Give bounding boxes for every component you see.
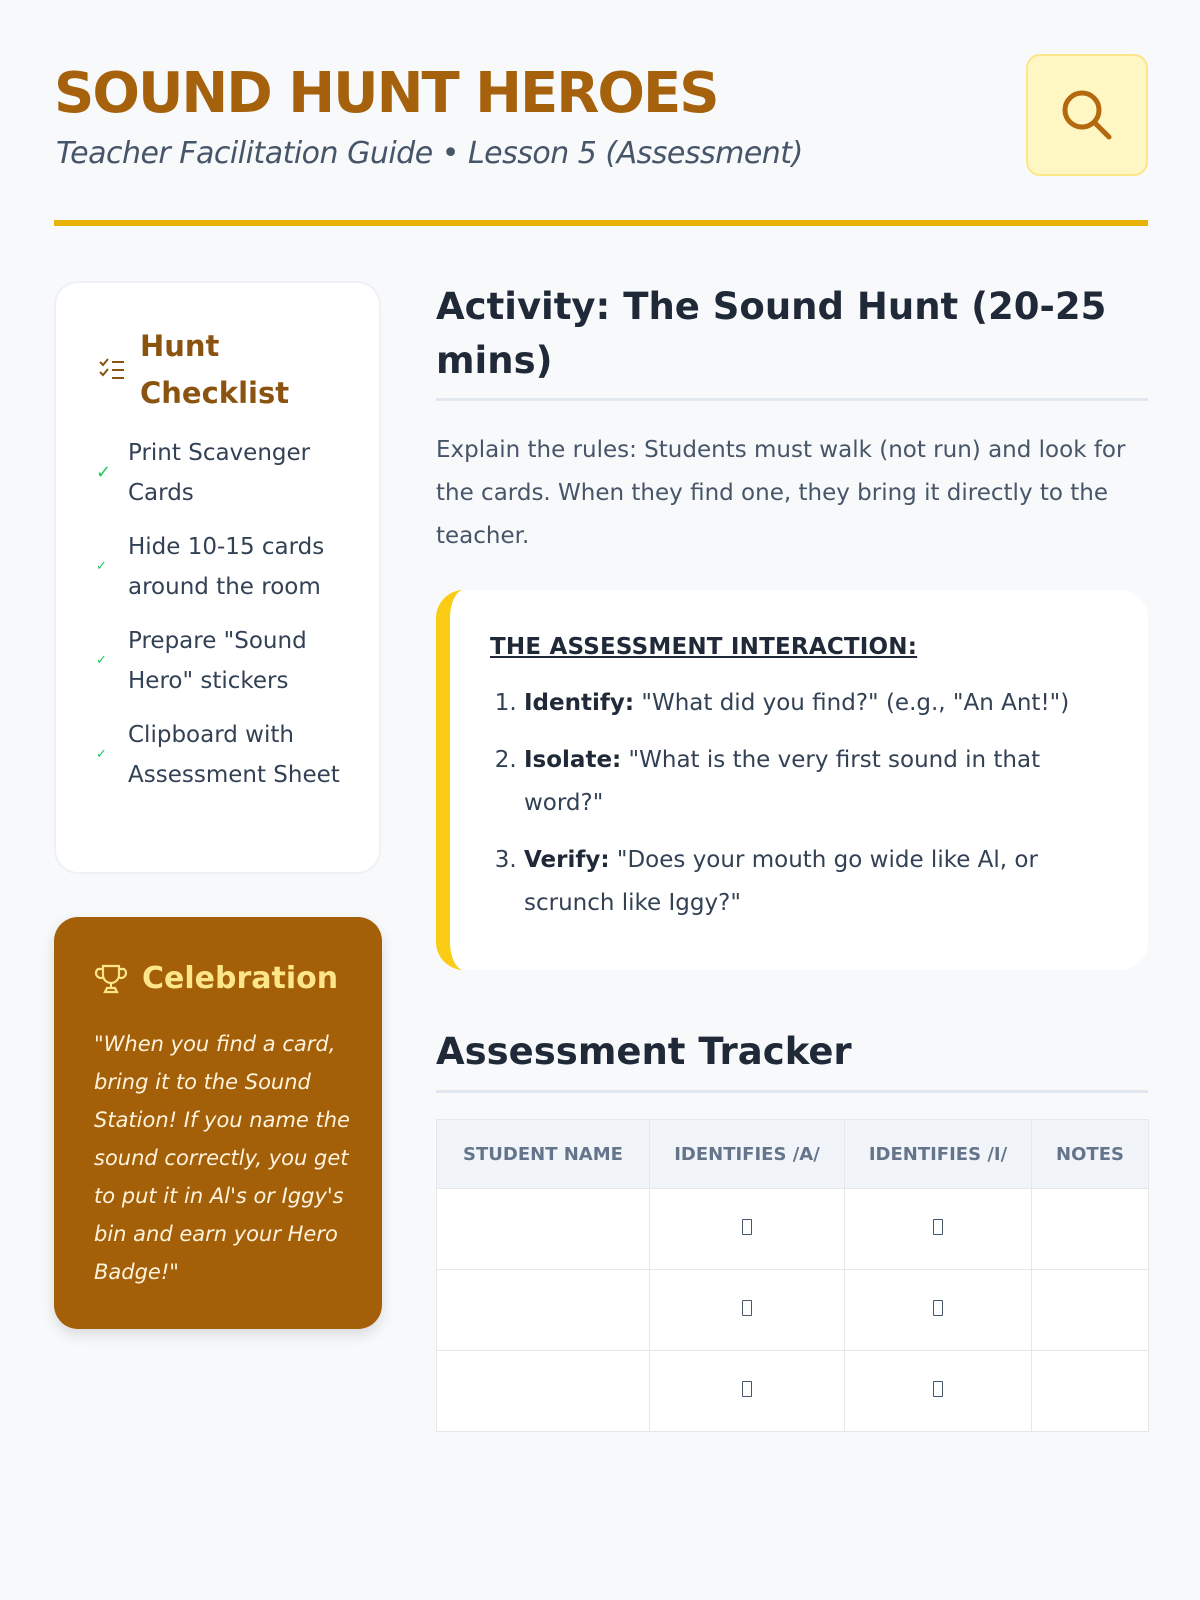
column-header-notes: NOTES	[1032, 1120, 1149, 1189]
step-text: "What did you find?" (e.g., "An Ant!")	[634, 690, 1070, 716]
celebration-header	[94, 961, 338, 996]
identifies-i-cell	[845, 1270, 1032, 1351]
page-title: SOUND HUNT HEROES	[54, 61, 718, 126]
header-divider	[54, 220, 1148, 226]
checkbox-identifies-i[interactable]	[933, 1219, 943, 1235]
step-text: "What is the very first sound in that word?"	[524, 747, 1041, 816]
trophy-icon	[94, 962, 128, 996]
page-header	[54, 52, 1148, 180]
identifies-i-cell	[845, 1189, 1032, 1270]
step-label: Verify:	[524, 847, 610, 873]
student-name-cell[interactable]	[437, 1270, 650, 1351]
checkbox-identifies-a[interactable]	[742, 1381, 752, 1397]
checkbox-identifies-i[interactable]	[933, 1300, 943, 1316]
checklist-item-label: Prepare "Sound Hero" stickers	[128, 628, 307, 694]
checkbox-identifies-a[interactable]	[742, 1300, 752, 1316]
assessment-callout	[436, 590, 1148, 970]
search-button[interactable]	[1026, 54, 1148, 176]
celebration-quote: "When you find a card, bring it to the Sound Station! If you name the sound correctly, you get to put it in Al's or Iggy's bin and earn your Hero Badge!"	[94, 1032, 350, 1284]
table-row	[437, 1270, 1149, 1351]
identifies-a-cell	[650, 1270, 845, 1351]
notes-cell[interactable]	[1032, 1189, 1149, 1270]
student-name-cell[interactable]	[437, 1351, 650, 1432]
activity-intro: Explain the rules: Students must walk (not run) and look for the cards. When they find one, they bring it directly to the teacher.	[436, 437, 1126, 549]
student-name-cell[interactable]	[437, 1189, 650, 1270]
assessment-tracker-table	[436, 1119, 1149, 1432]
checklist-item	[96, 433, 361, 513]
checklist-item-label: Print Scavenger Cards	[128, 440, 311, 506]
checklist-item	[96, 715, 361, 795]
page-subtitle: Teacher Facilitation Guide • Lesson 5 (Assessment)	[56, 136, 803, 171]
checklist-item	[96, 621, 361, 701]
celebration-card	[54, 917, 382, 1329]
identifies-a-cell	[650, 1189, 845, 1270]
column-header-identifies-i: IDENTIFIES /I/	[845, 1120, 1032, 1189]
assessment-step	[524, 839, 1088, 925]
checklist-card	[54, 281, 381, 874]
table-header-row	[437, 1120, 1149, 1189]
check-icon: ✓	[96, 462, 112, 483]
assessment-steps	[490, 682, 1088, 925]
check-icon: ✓	[96, 653, 107, 668]
notes-cell[interactable]	[1032, 1351, 1149, 1432]
checkbox-identifies-i[interactable]	[933, 1381, 943, 1397]
step-label: Isolate:	[524, 747, 622, 773]
step-label: Identify:	[524, 690, 635, 716]
identifies-a-cell	[650, 1351, 845, 1432]
step-text: "Does your mouth go wide like Al, or scrunch like Iggy?"	[524, 847, 1038, 916]
activity-heading: Activity: The Sound Hunt (20-25 mins)	[436, 280, 1148, 401]
column-header-student-name: STUDENT NAME	[437, 1120, 650, 1189]
checklist-item-label: Hide 10-15 cards around the room	[128, 534, 325, 600]
checklist-list	[96, 433, 361, 809]
main-content	[436, 280, 1148, 1432]
checklist-item	[96, 527, 361, 607]
table-row	[437, 1189, 1149, 1270]
search-icon	[1057, 85, 1117, 145]
assessment-title: THE ASSESSMENT INTERACTION:	[490, 634, 918, 660]
checklist-header	[98, 323, 310, 417]
table-row	[437, 1351, 1149, 1432]
checkbox-identifies-a[interactable]	[742, 1219, 752, 1235]
check-icon: ✓	[96, 747, 107, 762]
identifies-i-cell	[845, 1351, 1032, 1432]
assessment-step	[524, 739, 1088, 825]
checklist-item-label: Clipboard with Assessment Sheet	[128, 722, 340, 788]
check-icon: ✓	[96, 559, 107, 574]
assessment-step	[524, 682, 1088, 725]
column-header-identifies-a: IDENTIFIES /A/	[650, 1120, 845, 1189]
tracker-heading: Assessment Tracker	[436, 1024, 1148, 1093]
celebration-title: Celebration	[142, 961, 339, 996]
checklist-icon	[98, 356, 126, 384]
notes-cell[interactable]	[1032, 1270, 1149, 1351]
checklist-title: Hunt Checklist	[140, 329, 290, 410]
